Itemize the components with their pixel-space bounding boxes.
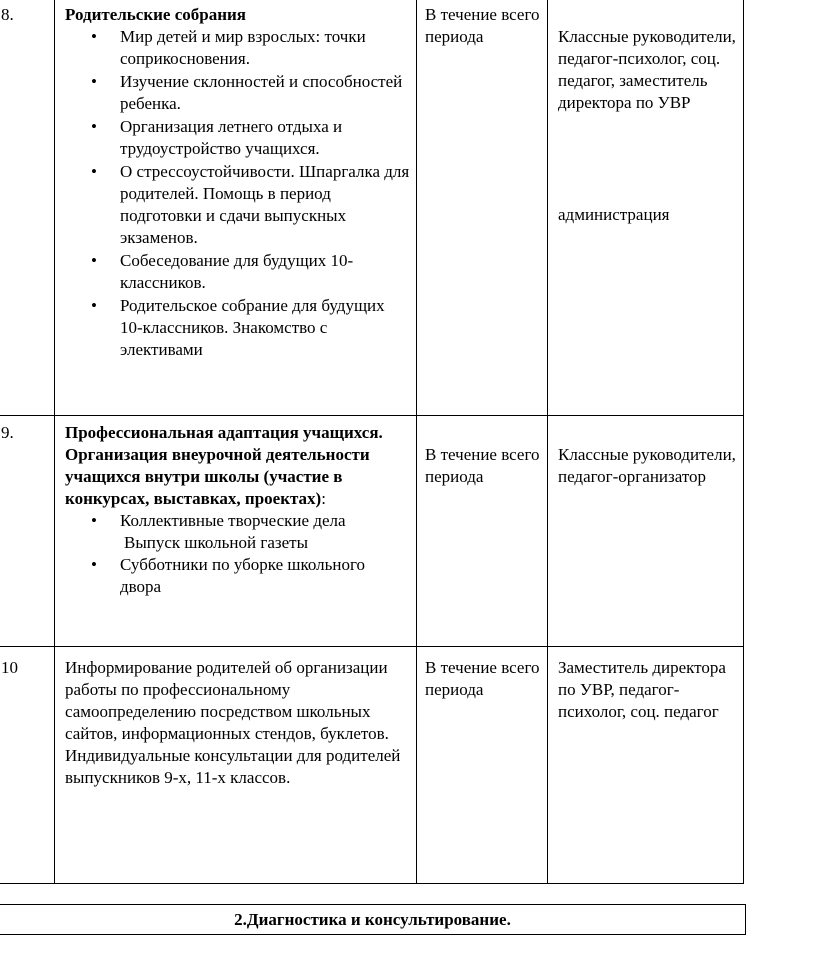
list-item: • Субботники по уборке школьного двора: [65, 554, 410, 598]
activity-title: Профессиональная адаптация учащихся.: [65, 423, 383, 442]
section-heading: 2.Диагностика и консультирование.: [0, 904, 746, 935]
activity-cell: [55, 0, 417, 416]
period-cell: В течение всего периода: [417, 0, 548, 416]
subtitle-suffix: :: [321, 489, 326, 508]
row-number: 9.: [0, 416, 55, 647]
responsible-cell: [548, 0, 744, 416]
row-number: 10: [0, 647, 55, 884]
list-item: • Родительское собрание для будущих 10-классников. Знакомство с элективами: [65, 295, 410, 361]
responsible-extra: администрация: [558, 205, 670, 224]
table-row: [0, 647, 744, 884]
bullet-list: [65, 554, 410, 598]
period-cell: В течение всего периода: [417, 647, 548, 884]
list-item: • Изучение склонностей и способностей ребенка.: [65, 71, 410, 115]
list-item: • Коллективные творческие дела: [65, 510, 410, 532]
responsible-cell: Заместитель директора по УВР, педагог-психолог, соц. педагог: [548, 647, 744, 884]
table-row: [0, 416, 744, 647]
indented-line: Выпуск школьной газеты: [124, 533, 308, 552]
responsible-text: Классные руководители, педагог-организатор: [558, 445, 736, 486]
bullet-list: [65, 26, 410, 361]
list-item: • Организация летнего отдыха и трудоустройство учащихся.: [65, 116, 410, 160]
activity-cell: [55, 416, 417, 647]
activity-title: Родительские собрания: [65, 5, 247, 24]
row-number: 8.: [0, 0, 55, 416]
responsible-cell: [548, 416, 744, 647]
list-item: • О стрессоустойчивости. Шпаргалка для родителей. Помощь в период подготовки и сдачи выпускных экзаменов.: [65, 161, 410, 249]
table-row: [0, 0, 744, 416]
bullet-list: [65, 510, 410, 532]
list-item: • Мир детей и мир взрослых: точки соприкосновения.: [65, 26, 410, 70]
activity-cell: Информирование родителей об организации работы по профессиональному самоопределению посредством школьных сайтов, информационных стендов, буклетов. Индивидуальные консультации для родителей выпускников 9-х, 11-х классов.: [55, 647, 417, 884]
period-cell: В течение всего периода: [417, 416, 548, 647]
responsible-text: Классные руководители, педагог-психолог, соц. педагог, заместитель директора по УВР: [558, 27, 736, 112]
activity-subtitle: Организация внеурочной деятельности учащихся внутри школы (участие в конкурсах, выставках, проектах): [65, 445, 370, 508]
list-item: • Собеседование для будущих 10-классников.: [65, 250, 410, 294]
